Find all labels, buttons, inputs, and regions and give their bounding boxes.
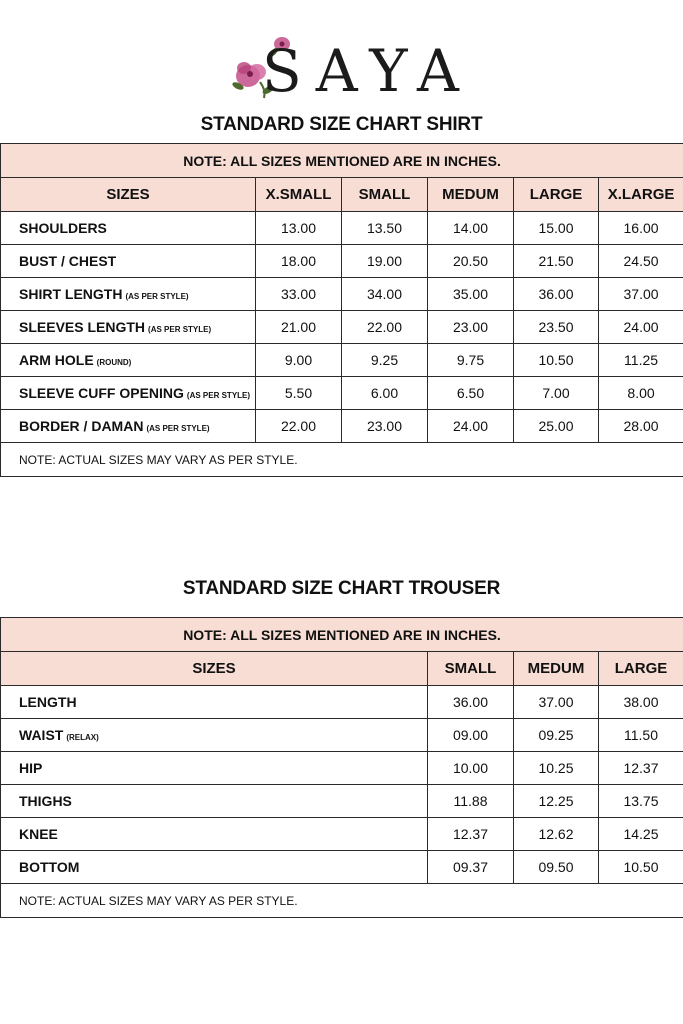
size-value: 24.50 bbox=[599, 245, 683, 278]
table-row bbox=[1, 818, 683, 851]
header-row bbox=[1, 652, 683, 686]
size-value: 09.50 bbox=[514, 851, 599, 884]
column-header: MEDUM bbox=[428, 178, 514, 212]
size-value: 13.50 bbox=[342, 212, 428, 245]
measurement-name: BOTTOM bbox=[19, 859, 80, 875]
size-value: 37.00 bbox=[599, 278, 683, 311]
footnote-row bbox=[1, 443, 683, 477]
style-footnote: NOTE: ACTUAL SIZES MAY VARY AS PER STYLE. bbox=[1, 443, 683, 477]
size-value: 13.00 bbox=[256, 212, 342, 245]
size-value: 09.00 bbox=[428, 719, 514, 752]
measurement-label bbox=[1, 377, 256, 410]
size-value: 09.37 bbox=[428, 851, 514, 884]
table-row bbox=[1, 278, 683, 311]
size-value: 15.00 bbox=[514, 212, 599, 245]
size-value: 18.00 bbox=[256, 245, 342, 278]
size-value: 11.25 bbox=[599, 344, 683, 377]
measurement-qualifier: (AS PER STYLE) bbox=[148, 325, 212, 334]
measurement-name: KNEE bbox=[19, 826, 58, 842]
trouser-size-table bbox=[0, 617, 683, 918]
size-value: 10.25 bbox=[514, 752, 599, 785]
size-value: 25.00 bbox=[514, 410, 599, 443]
size-value: 9.75 bbox=[428, 344, 514, 377]
size-value: 24.00 bbox=[428, 410, 514, 443]
measurement-label bbox=[1, 785, 428, 818]
size-value: 36.00 bbox=[428, 686, 514, 719]
size-value: 37.00 bbox=[514, 686, 599, 719]
size-value: 21.00 bbox=[256, 311, 342, 344]
size-value: 11.50 bbox=[599, 719, 683, 752]
brand-logo bbox=[0, 28, 683, 108]
size-value: 7.00 bbox=[514, 377, 599, 410]
measurement-name: HIP bbox=[19, 760, 43, 776]
column-header: X.LARGE bbox=[599, 178, 683, 212]
table-row bbox=[1, 212, 683, 245]
trouser-chart-title: STANDARD SIZE CHART TROUSER bbox=[182, 578, 501, 599]
size-value: 12.37 bbox=[428, 818, 514, 851]
measurement-name: LENGTH bbox=[19, 694, 77, 710]
size-value: 13.75 bbox=[599, 785, 683, 818]
note-row bbox=[1, 618, 683, 652]
size-value: 10.50 bbox=[599, 851, 683, 884]
size-value: 09.25 bbox=[514, 719, 599, 752]
measurement-label bbox=[1, 344, 256, 377]
column-header: MEDUM bbox=[514, 652, 599, 686]
size-value: 10.50 bbox=[514, 344, 599, 377]
size-value: 9.25 bbox=[342, 344, 428, 377]
measurement-label bbox=[1, 311, 256, 344]
size-value: 28.00 bbox=[599, 410, 683, 443]
footnote-row bbox=[1, 884, 683, 918]
size-value: 14.25 bbox=[599, 818, 683, 851]
size-value: 23.00 bbox=[342, 410, 428, 443]
column-header: X.SMALL bbox=[256, 178, 342, 212]
size-value: 16.00 bbox=[599, 212, 683, 245]
measurement-name: BUST / CHEST bbox=[19, 253, 117, 269]
column-header: SMALL bbox=[428, 652, 514, 686]
size-value: 36.00 bbox=[514, 278, 599, 311]
table-row bbox=[1, 311, 683, 344]
size-value: 23.00 bbox=[428, 311, 514, 344]
size-value: 22.00 bbox=[256, 410, 342, 443]
column-header: SIZES bbox=[1, 178, 256, 212]
size-value: 34.00 bbox=[342, 278, 428, 311]
measurement-label bbox=[1, 212, 256, 245]
size-value: 14.00 bbox=[428, 212, 514, 245]
size-value: 22.00 bbox=[342, 311, 428, 344]
measurement-qualifier: (RELAX) bbox=[66, 733, 99, 742]
header-row bbox=[1, 178, 683, 212]
size-value: 6.50 bbox=[428, 377, 514, 410]
measurement-label bbox=[1, 410, 256, 443]
size-value: 35.00 bbox=[428, 278, 514, 311]
shirt-size-table bbox=[0, 143, 683, 477]
inches-note: NOTE: ALL SIZES MENTIONED ARE IN INCHES. bbox=[1, 618, 683, 652]
measurement-qualifier: (AS PER STYLE) bbox=[125, 292, 189, 301]
measurement-label bbox=[1, 278, 256, 311]
measurement-name: BORDER / DAMAN bbox=[19, 418, 144, 434]
shirt-chart-title: STANDARD SIZE CHART SHIRT bbox=[200, 114, 483, 135]
note-row bbox=[1, 144, 683, 178]
size-value: 6.00 bbox=[342, 377, 428, 410]
measurement-name: WAIST bbox=[19, 727, 64, 743]
size-value: 5.50 bbox=[256, 377, 342, 410]
measurement-label bbox=[1, 686, 428, 719]
table-row bbox=[1, 410, 683, 443]
table-row bbox=[1, 851, 683, 884]
measurement-name: SHOULDERS bbox=[19, 220, 107, 236]
size-value: 38.00 bbox=[599, 686, 683, 719]
size-value: 12.25 bbox=[514, 785, 599, 818]
table-row bbox=[1, 377, 683, 410]
measurement-qualifier: (AS PER STYLE) bbox=[186, 391, 251, 400]
size-value: 20.50 bbox=[428, 245, 514, 278]
column-header: SIZES bbox=[1, 652, 428, 686]
size-value: 21.50 bbox=[514, 245, 599, 278]
table-row bbox=[1, 785, 683, 818]
measurement-label bbox=[1, 719, 428, 752]
column-header: LARGE bbox=[514, 178, 599, 212]
size-value: 23.50 bbox=[514, 311, 599, 344]
brand-name: SAYA bbox=[262, 37, 473, 105]
measurement-name: ARM HOLE bbox=[19, 352, 94, 368]
table-row bbox=[1, 719, 683, 752]
measurement-name: SHIRT LENGTH bbox=[19, 286, 123, 302]
size-value: 12.62 bbox=[514, 818, 599, 851]
measurement-label bbox=[1, 851, 428, 884]
table-row bbox=[1, 245, 683, 278]
size-value: 9.00 bbox=[256, 344, 342, 377]
size-value: 24.00 bbox=[599, 311, 683, 344]
measurement-name: THIGHS bbox=[19, 793, 72, 809]
column-header: SMALL bbox=[342, 178, 428, 212]
measurement-name: SLEEVE CUFF OPENING bbox=[19, 385, 184, 401]
size-value: 10.00 bbox=[428, 752, 514, 785]
table-row bbox=[1, 752, 683, 785]
measurement-qualifier: (ROUND) bbox=[96, 358, 132, 367]
measurement-qualifier: (AS PER STYLE) bbox=[146, 424, 210, 433]
size-value: 19.00 bbox=[342, 245, 428, 278]
size-value: 11.88 bbox=[428, 785, 514, 818]
table-row bbox=[1, 344, 683, 377]
measurement-name: SLEEVES LENGTH bbox=[19, 319, 146, 335]
size-value: 12.37 bbox=[599, 752, 683, 785]
column-header: LARGE bbox=[599, 652, 683, 686]
measurement-label bbox=[1, 818, 428, 851]
measurement-label bbox=[1, 245, 256, 278]
table-row bbox=[1, 686, 683, 719]
style-footnote: NOTE: ACTUAL SIZES MAY VARY AS PER STYLE. bbox=[1, 884, 683, 918]
inches-note: NOTE: ALL SIZES MENTIONED ARE IN INCHES. bbox=[1, 144, 683, 178]
size-value: 8.00 bbox=[599, 377, 683, 410]
size-value: 33.00 bbox=[256, 278, 342, 311]
measurement-label bbox=[1, 752, 428, 785]
